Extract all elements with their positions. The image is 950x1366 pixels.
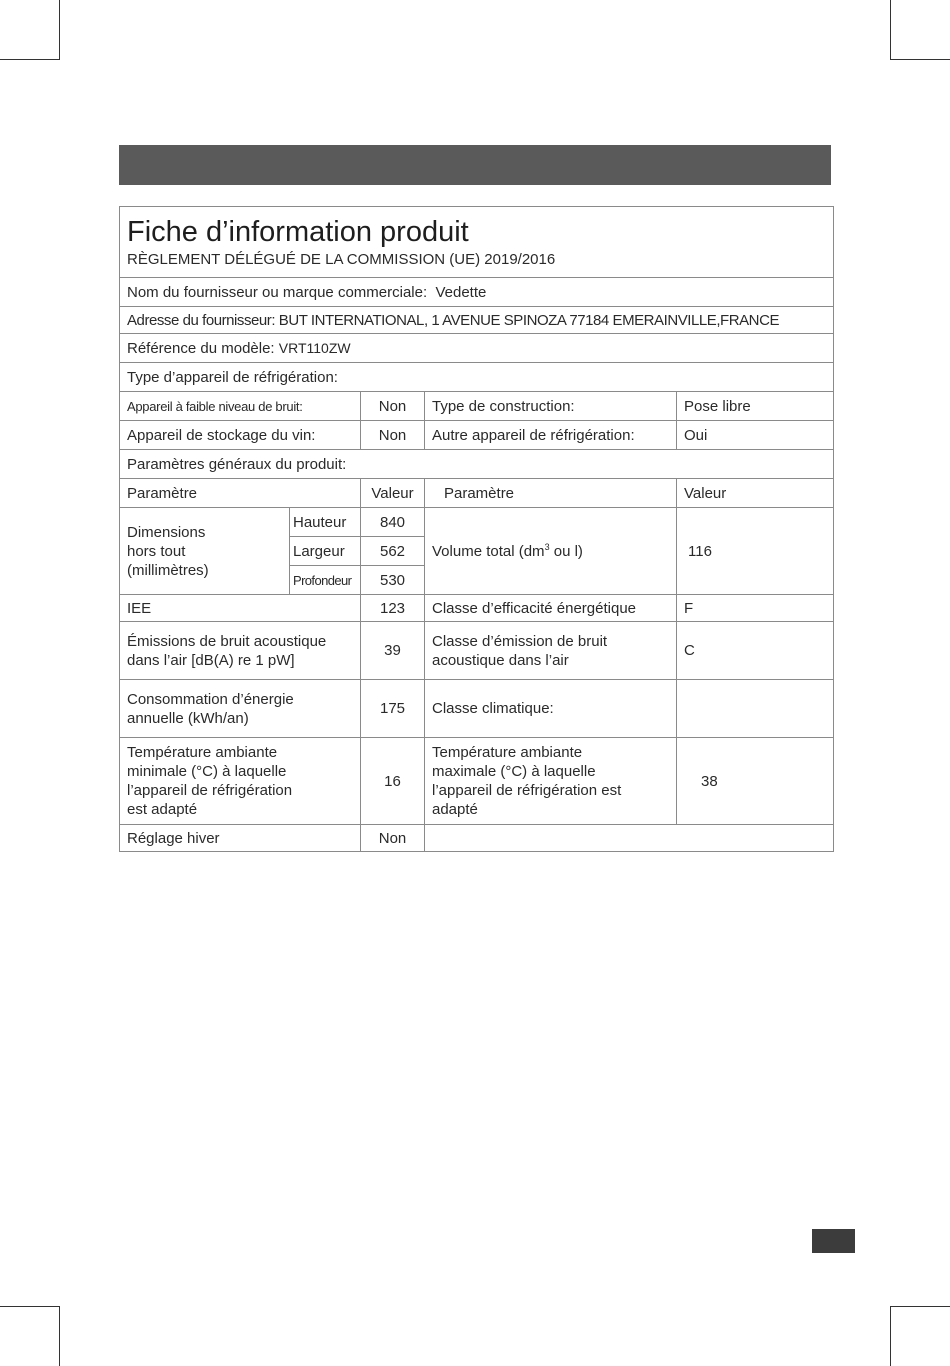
header-bar	[119, 145, 831, 185]
dimensions-label	[120, 508, 290, 595]
noise-class-label	[425, 622, 677, 680]
noise-emission-label	[120, 622, 361, 680]
min-temperature-label-line-2: minimale (°C) à laquelle	[127, 763, 287, 780]
min-temperature-value: 16	[361, 738, 425, 825]
column-header-value: Valeur	[361, 479, 425, 508]
max-temperature-label-line-3: l’appareil de réfrigération est	[432, 782, 622, 799]
column-header-parameter: Paramètre	[120, 479, 361, 508]
climate-class-label: Classe climatique:	[425, 680, 677, 738]
noise-class-label-line-1: Classe d’émission de bruit	[432, 632, 608, 650]
eei-value: 123	[361, 595, 425, 622]
volume-label-superscript: 3	[544, 541, 550, 552]
crop-mark-bottom-left-horizontal	[0, 1306, 60, 1307]
volume-label-unit: ou l)	[549, 542, 583, 560]
model-reference-value: VRT110ZW	[278, 339, 351, 356]
winter-setting-value: Non	[361, 825, 425, 852]
column-header-parameter-2: Paramètre	[425, 479, 677, 508]
product-information-sheet	[119, 206, 834, 852]
crop-mark-top-right-horizontal	[890, 59, 950, 60]
wine-storage-label: Appareil de stockage du vin:	[120, 421, 361, 450]
energy-class-value: F	[677, 595, 834, 622]
max-temperature-label-line-2: maximale (°C) à laquelle	[432, 763, 596, 780]
noise-class-value: C	[677, 622, 834, 680]
construction-type-value: Pose libre	[677, 392, 834, 421]
title-cell	[120, 207, 834, 278]
page-title: Fiche d’information produit	[127, 216, 469, 248]
general-parameters-heading: Paramètres généraux du produit:	[120, 450, 834, 479]
min-temperature-label-line-3: l’appareil de réfrigération	[127, 782, 293, 799]
min-temperature-label	[120, 738, 361, 825]
noise-class-label-line-2: acoustique dans l’air	[432, 651, 569, 669]
supplier-name-row	[120, 278, 834, 307]
winter-setting-label: Réglage hiver	[120, 825, 361, 852]
empty-cell	[425, 825, 834, 852]
other-appliance-label: Autre appareil de réfrigération:	[425, 421, 677, 450]
column-header-value-2: Valeur	[677, 479, 834, 508]
wine-storage-value: Non	[361, 421, 425, 450]
energy-consumption-label-line-1: Consommation d’énergie	[127, 690, 294, 708]
dimensions-label-line-2: hors tout	[127, 542, 186, 560]
crop-mark-bottom-left-vertical	[59, 1306, 60, 1366]
supplier-name-value: Vedette	[435, 283, 487, 301]
min-temperature-label-line-4: est adapté	[127, 801, 198, 818]
volume-label	[425, 508, 677, 595]
height-label: Hauteur	[290, 508, 361, 537]
depth-value: 530	[361, 566, 425, 595]
page-number-tab	[812, 1229, 855, 1253]
max-temperature-label-line-4: adapté	[432, 801, 478, 818]
energy-consumption-value: 175	[361, 680, 425, 738]
volume-value: 116	[677, 508, 834, 595]
crop-mark-bottom-right-horizontal	[890, 1306, 950, 1307]
crop-mark-top-right-vertical	[890, 0, 891, 60]
construction-type-label: Type de construction:	[425, 392, 677, 421]
dimensions-label-line-1: Dimensions	[127, 523, 206, 541]
supplier-address-label: Adresse du fournisseur:	[127, 311, 276, 329]
low-noise-value: Non	[361, 392, 425, 421]
supplier-address-value: BUT INTERNATIONAL, 1 AVENUE SPINOZA 77184 EMERAINVILLE,FRANCE	[278, 311, 780, 329]
noise-emission-value: 39	[361, 622, 425, 680]
eei-label: IEE	[120, 595, 361, 622]
crop-mark-bottom-right-vertical	[890, 1306, 891, 1366]
low-noise-label: Appareil à faible niveau de bruit:	[120, 392, 361, 421]
climate-class-value	[677, 680, 834, 738]
dimensions-label-line-3: (millimètres)	[127, 561, 209, 579]
max-temperature-value: 38	[677, 738, 834, 825]
width-value: 562	[361, 537, 425, 566]
crop-mark-top-left-vertical	[59, 0, 60, 60]
supplier-address-row	[120, 307, 834, 334]
model-reference-label: Référence du modèle:	[127, 339, 275, 357]
height-value: 840	[361, 508, 425, 537]
energy-consumption-label	[120, 680, 361, 738]
noise-emission-label-line-1: Émissions de bruit acoustique	[127, 632, 327, 650]
width-label: Largeur	[290, 537, 361, 566]
min-temperature-label-line-1: Température ambiante	[127, 744, 278, 761]
regulation-subtitle: RÈGLEMENT DÉLÉGUÉ DE LA COMMISSION (UE) 2019/2016	[127, 251, 556, 268]
depth-label: Profondeur	[290, 566, 361, 595]
max-temperature-label	[425, 738, 677, 825]
noise-emission-label-line-2: dans l’air [dB(A) re 1 pW]	[127, 651, 295, 669]
energy-consumption-label-line-2: annuelle (kWh/an)	[127, 709, 249, 727]
model-reference-row	[120, 334, 834, 363]
volume-label-text: Volume total (dm	[432, 542, 545, 560]
appliance-type-heading: Type d’appareil de réfrigération:	[120, 363, 834, 392]
crop-mark-top-left-horizontal	[0, 59, 60, 60]
other-appliance-value: Oui	[677, 421, 834, 450]
supplier-name-label: Nom du fournisseur ou marque commerciale:	[127, 283, 428, 301]
max-temperature-label-line-1: Température ambiante	[432, 744, 583, 761]
energy-class-label: Classe d’efficacité énergétique	[425, 595, 677, 622]
